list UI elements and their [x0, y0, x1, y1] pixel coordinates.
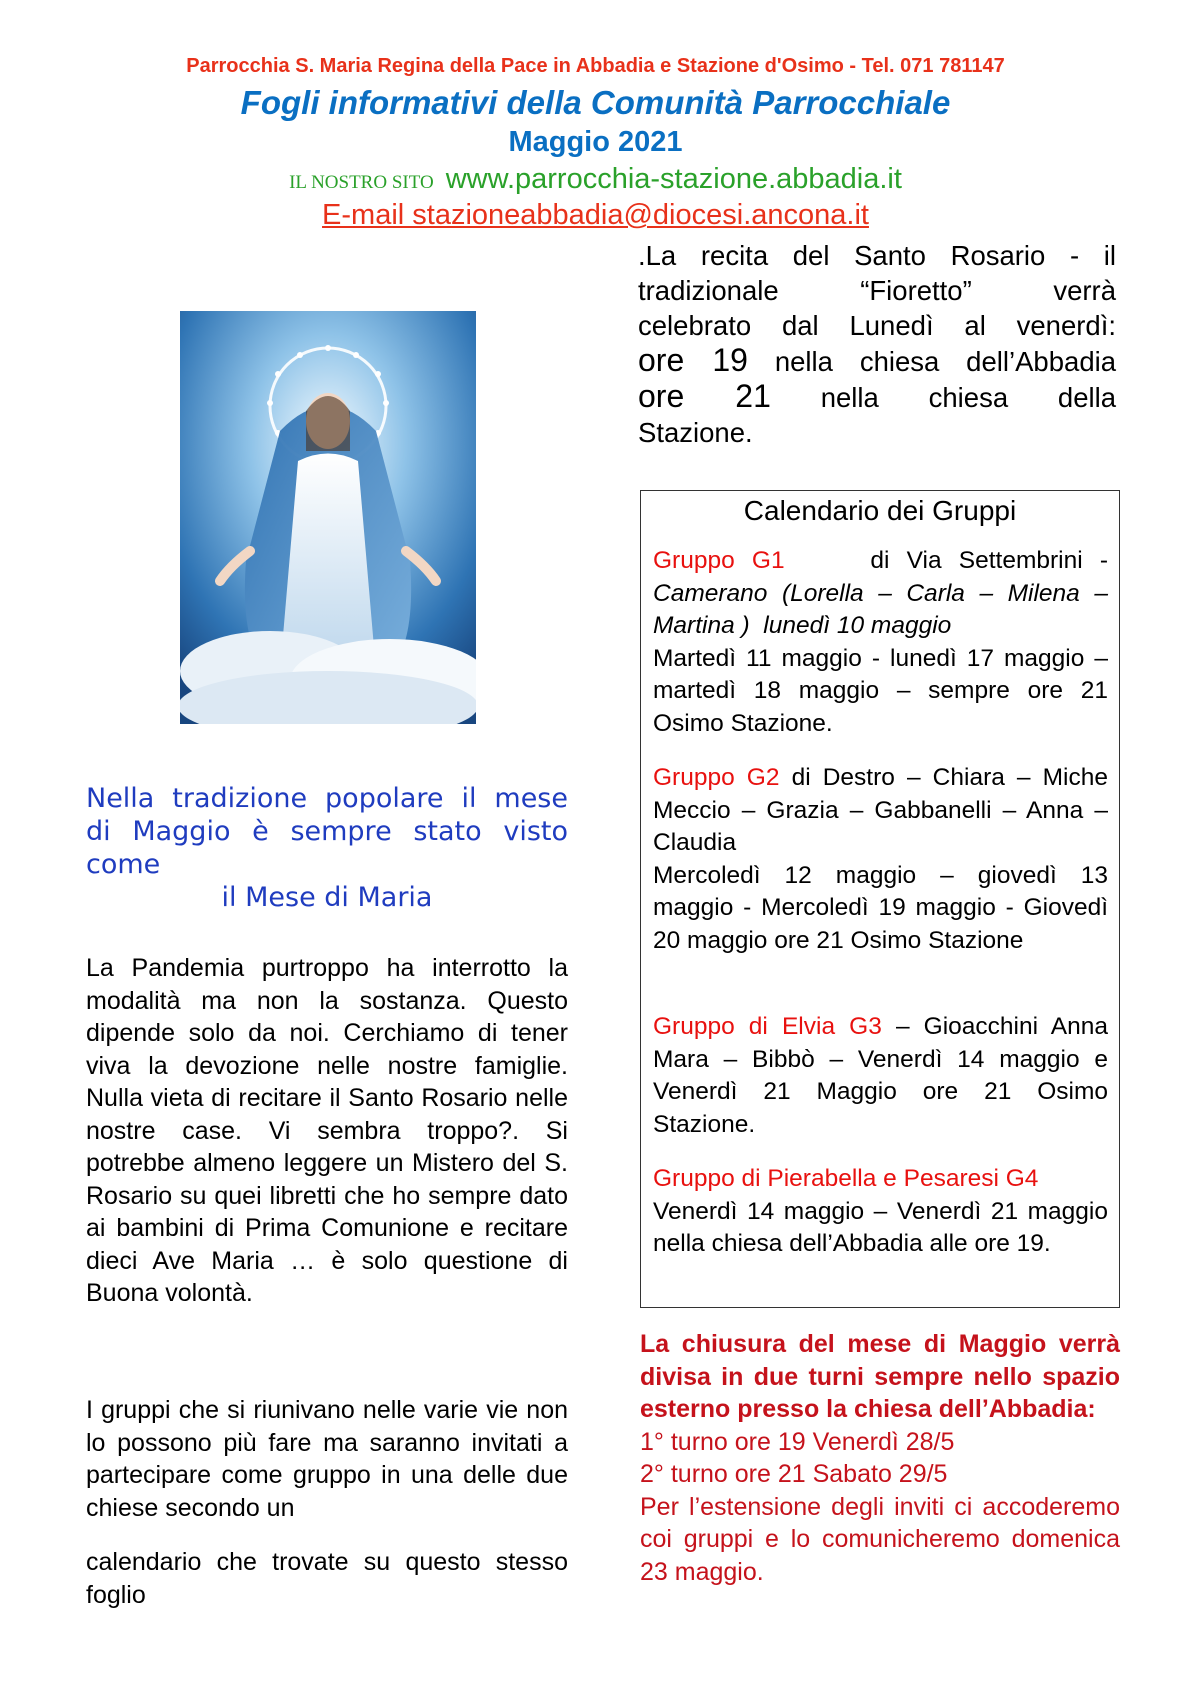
group-g2	[653, 762, 1108, 957]
group-g2-dates: Mercoledì 12 maggio – giovedì 13 maggio - Mercoledì 19 maggio - Giovedì 20 maggio ore 21 Osimo Stazione	[653, 861, 1108, 954]
group-g4-name: Gruppo di Pierabella e Pesaresi G4	[653, 1165, 1039, 1192]
mese-line-2: di Maggio è sempre stato visto	[86, 816, 568, 847]
email-line[interactable]	[0, 199, 1191, 232]
group-g1-dates: Martedì 11 maggio - lunedì 17 maggio – martedì 18 maggio – sempre ore 21 Osimo Stazione.	[653, 644, 1108, 737]
parish-header: Parrocchia S. Maria Regina della Pace in Abbadia e Stazione d'Osimo - Tel. 071 781147	[186, 55, 1005, 77]
mese-line-4: il Mese di Maria	[221, 882, 433, 913]
closing-announcement	[640, 1328, 1120, 1588]
rosary-line-6: Stazione.	[638, 417, 753, 448]
group-g3-details: – Gioacchini Anna Mara – Bibbò – Venerdì 14 maggio e Venerdì 21 Maggio ore 21 Osimo Stazione.	[653, 1013, 1108, 1138]
rosary-line-2: tradizionale “Fioretto” verrà	[638, 275, 1116, 306]
group-g1-members: Camerano (Lorella – Carla – Milena – Martina )	[653, 579, 1108, 639]
group-g4	[653, 1163, 1108, 1261]
group-g3-name: Gruppo di Elvia G3	[653, 1013, 882, 1040]
website-line	[0, 163, 1191, 196]
closing-rest: Per l’estensione degli inviti ci accoderemo coi gruppi e lo comunicheremo domenica 23 maggio.	[640, 1492, 1120, 1586]
group-g1-name: Gruppo G1	[653, 547, 785, 574]
mese-line-3: come	[86, 849, 161, 880]
madonna-image	[180, 311, 476, 724]
rosary-line-3: celebrato dal Lunedì al venerdì:	[638, 310, 1116, 341]
group-g1	[653, 545, 1108, 740]
closing-turn-2: 2° turno ore 21 Sabato 29/5	[640, 1460, 948, 1488]
group-g1-street: di Via Settembrini -	[870, 547, 1109, 574]
email-link[interactable]: E-mail stazioneabbadia@diocesi.ancona.it	[322, 199, 869, 231]
mese-line-1: Nella tradizione popolare il mese	[86, 783, 568, 814]
calendar-title: Calendario dei Gruppi	[743, 495, 1017, 526]
closing-turn-1: 1° turno ore 19 Venerdì 28/5	[640, 1427, 955, 1456]
mese-di-maria-heading	[86, 782, 568, 914]
group-g2-members: di Destro – Chiara – Miche Meccio – Grazia – Gabbanelli – Anna – Claudia	[653, 764, 1108, 856]
rosary-time-1-line	[638, 343, 1116, 379]
group-g3	[653, 1011, 1108, 1141]
rosary-place-2: nella chiesa della	[820, 382, 1117, 413]
calendar-note-paragraph: calendario che trovate su questo stesso foglio	[86, 1548, 568, 1609]
groups-paragraph: I gruppi che si riunivano nelle varie vie non lo possono più fare ma saranno invitati a partecipare come gruppo in una delle due chiese secondo un	[86, 1396, 568, 1522]
rosary-time-1: ore 19	[638, 342, 748, 378]
website-label: IL NOSTRO SITO	[289, 172, 434, 193]
page-title: Fogli informativi della Comunità Parrocchiale	[240, 84, 951, 121]
group-g4-details: Venerdì 14 maggio – Venerdì 21 maggio nella chiesa dell’Abbadia alle ore 19.	[653, 1197, 1108, 1257]
rosary-line-1: .La recita del Santo Rosario - il	[638, 240, 1116, 271]
calendar-box	[640, 490, 1120, 1308]
month-label: Maggio 2021	[508, 126, 683, 158]
group-g1-first-date: lunedì 10 maggio	[763, 612, 952, 639]
rosary-time-2-line	[638, 379, 1116, 415]
rosary-place-1: nella chiesa dell’Abbadia	[774, 346, 1117, 377]
rosary-announcement	[638, 238, 1116, 450]
pandemic-paragraph: La Pandemia purtroppo ha interrotto la modalità ma non la sostanza. Questo dipende solo da noi. Cerchiamo di tener viva la devozione nelle nostre famiglie. Nulla vieta di recitare il Santo Rosario nelle nostre case. Vi sembra troppo?. Si potrebbe almeno leggere un Mistero del S. Rosario su quei libretti che ho sempre dato ai bambini di Prima Comunione e recitare dieci Ave Maria … è solo questione di Buona volontà.	[86, 954, 568, 1307]
group-g2-name: Gruppo G2	[653, 764, 780, 791]
website-link[interactable]: www.parrocchia-stazione.abbadia.it	[445, 163, 902, 195]
rosary-time-2: ore 21	[638, 378, 771, 414]
closing-bold: La chiusura del mese di Maggio verrà divisa in due turni sempre nello spazio esterno presso la chiesa dell’Abbadia:	[640, 1330, 1120, 1423]
